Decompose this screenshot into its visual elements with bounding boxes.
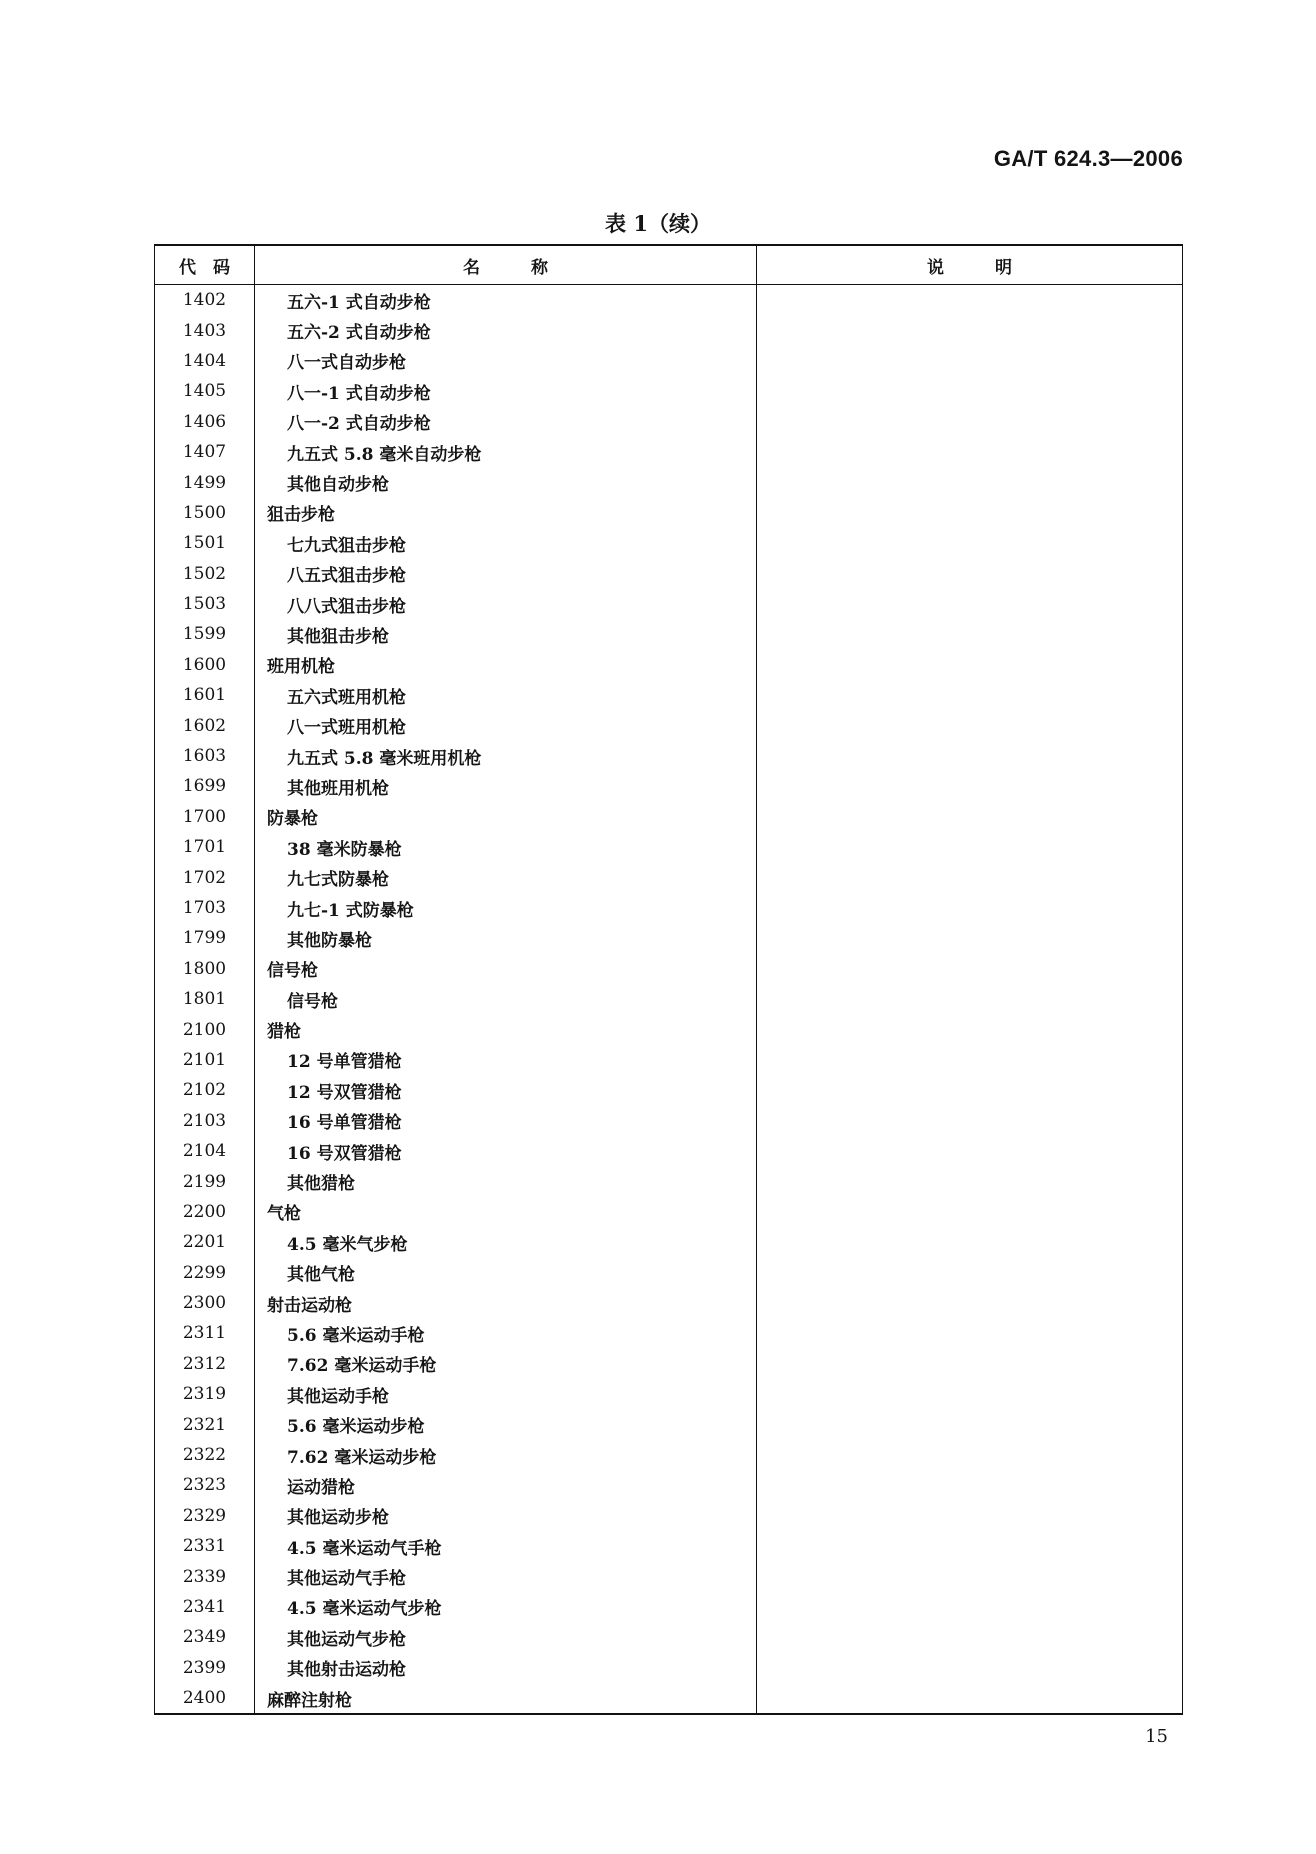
table-row: [155, 741, 1183, 771]
row-name: 12 号双管猎枪: [255, 1075, 757, 1105]
row-note: [757, 346, 1183, 376]
row-code: 1499: [155, 467, 255, 497]
row-name: 狙击步枪: [255, 498, 757, 528]
row-code: 2331: [155, 1531, 255, 1561]
row-name: 运动猎枪: [255, 1470, 757, 1500]
table-row: [155, 923, 1183, 953]
row-note: [757, 376, 1183, 406]
row-note: [757, 1258, 1183, 1288]
row-note: [757, 1531, 1183, 1561]
row-name: 其他狙击步枪: [255, 619, 757, 649]
row-code: 2199: [155, 1166, 255, 1196]
row-name: 八一式自动步枪: [255, 346, 757, 376]
table-row: [155, 1440, 1183, 1470]
row-name: 九五式 5.8 毫米班用机枪: [255, 741, 757, 771]
row-note: [757, 893, 1183, 923]
table-row: [155, 984, 1183, 1014]
row-note: [757, 1197, 1183, 1227]
row-code: 2341: [155, 1592, 255, 1622]
row-name: 其他气枪: [255, 1258, 757, 1288]
row-name: 八一-1 式自动步枪: [255, 376, 757, 406]
row-name: 12 号单管猎枪: [255, 1045, 757, 1075]
table-row: [155, 680, 1183, 710]
row-code: 1701: [155, 832, 255, 862]
row-name: 九五式 5.8 毫米自动步枪: [255, 437, 757, 467]
table-header-row: [155, 245, 1183, 285]
row-name: 信号枪: [255, 954, 757, 984]
row-note: [757, 741, 1183, 771]
row-note: [757, 650, 1183, 680]
row-note: [757, 862, 1183, 892]
table-row: [155, 1106, 1183, 1136]
table-row: [155, 1258, 1183, 1288]
row-name: 防暴枪: [255, 802, 757, 832]
row-name: 16 号单管猎枪: [255, 1106, 757, 1136]
row-note: [757, 285, 1183, 316]
row-note: [757, 589, 1183, 619]
row-code: 1600: [155, 650, 255, 680]
row-note: [757, 923, 1183, 953]
table-row: [155, 832, 1183, 862]
row-name: 38 毫米防暴枪: [255, 832, 757, 862]
table-row: [155, 1166, 1183, 1196]
row-name: 班用机枪: [255, 650, 757, 680]
table-row: [155, 650, 1183, 680]
row-note: [757, 1045, 1183, 1075]
table-row: [155, 1379, 1183, 1409]
row-name: 其他防暴枪: [255, 923, 757, 953]
row-name: 4.5 毫米运动气手枪: [255, 1531, 757, 1561]
row-name: 其他运动气步枪: [255, 1622, 757, 1652]
row-code: 1801: [155, 984, 255, 1014]
row-note: [757, 1561, 1183, 1591]
row-note: [757, 1106, 1183, 1136]
row-note: [757, 315, 1183, 345]
row-note: [757, 1501, 1183, 1531]
row-code: 1699: [155, 771, 255, 801]
row-note: [757, 680, 1183, 710]
row-name: 气枪: [255, 1197, 757, 1227]
row-name: 5.6 毫米运动步枪: [255, 1409, 757, 1439]
row-code: 2321: [155, 1409, 255, 1439]
row-code: 2101: [155, 1045, 255, 1075]
row-name: 7.62 毫米运动步枪: [255, 1440, 757, 1470]
table-row: [155, 437, 1183, 467]
table-row: [155, 862, 1183, 892]
row-note: [757, 619, 1183, 649]
row-note: [757, 1653, 1183, 1683]
row-code: 1407: [155, 437, 255, 467]
table-row: [155, 954, 1183, 984]
row-code: 2400: [155, 1683, 255, 1714]
table-row: [155, 559, 1183, 589]
row-name: 八八式狙击步枪: [255, 589, 757, 619]
standard-number: GA/T 624.3—2006: [993, 146, 1183, 171]
row-code: 1799: [155, 923, 255, 953]
row-note: [757, 954, 1183, 984]
row-note: [757, 1349, 1183, 1379]
row-name: 九七-1 式防暴枪: [255, 893, 757, 923]
row-name: 五六-1 式自动步枪: [255, 285, 757, 316]
table-row: [155, 528, 1183, 558]
row-note: [757, 1075, 1183, 1105]
row-note: [757, 437, 1183, 467]
row-note: [757, 710, 1183, 740]
row-code: 1603: [155, 741, 255, 771]
row-note: [757, 1227, 1183, 1257]
row-code: 1404: [155, 346, 255, 376]
table-row: [155, 376, 1183, 406]
row-name: 其他班用机枪: [255, 771, 757, 801]
row-code: 2100: [155, 1014, 255, 1044]
table-row: [155, 1592, 1183, 1622]
table-row: [155, 467, 1183, 497]
row-name: 其他猎枪: [255, 1166, 757, 1196]
row-note: [757, 498, 1183, 528]
table-row: [155, 1045, 1183, 1075]
row-code: 2104: [155, 1136, 255, 1166]
row-note: [757, 559, 1183, 589]
row-name: 信号枪: [255, 984, 757, 1014]
page-number: 15: [1145, 1726, 1168, 1747]
row-code: 1703: [155, 893, 255, 923]
row-name: 4.5 毫米气步枪: [255, 1227, 757, 1257]
table-row: [155, 893, 1183, 923]
table-row: [155, 1136, 1183, 1166]
table-row: [155, 1318, 1183, 1348]
row-code: 2300: [155, 1288, 255, 1318]
row-note: [757, 802, 1183, 832]
row-note: [757, 1379, 1183, 1409]
row-note: [757, 1440, 1183, 1470]
row-note: [757, 1288, 1183, 1318]
table-row: [155, 771, 1183, 801]
row-note: [757, 407, 1183, 437]
row-code: 1402: [155, 285, 255, 316]
table-body: [155, 285, 1183, 1715]
row-name: 猎枪: [255, 1014, 757, 1044]
row-name: 五六-2 式自动步枪: [255, 315, 757, 345]
row-code: 2312: [155, 1349, 255, 1379]
row-name: 八一式班用机枪: [255, 710, 757, 740]
table-row: [155, 1075, 1183, 1105]
table-row: [155, 802, 1183, 832]
row-note: [757, 1318, 1183, 1348]
code-table: [154, 244, 1183, 1715]
row-name: 其他运动手枪: [255, 1379, 757, 1409]
row-code: 2329: [155, 1501, 255, 1531]
row-name: 其他自动步枪: [255, 467, 757, 497]
row-note: [757, 1409, 1183, 1439]
row-code: 1599: [155, 619, 255, 649]
row-note: [757, 528, 1183, 558]
row-name: 七九式狙击步枪: [255, 528, 757, 558]
row-note: [757, 1014, 1183, 1044]
row-code: 2311: [155, 1318, 255, 1348]
row-name: 4.5 毫米运动气步枪: [255, 1592, 757, 1622]
table-row: [155, 315, 1183, 345]
table-row: [155, 407, 1183, 437]
row-code: 1700: [155, 802, 255, 832]
table-row: [155, 1561, 1183, 1591]
row-name: 五六式班用机枪: [255, 680, 757, 710]
table-row: [155, 1531, 1183, 1561]
row-note: [757, 1683, 1183, 1714]
row-code: 1500: [155, 498, 255, 528]
row-code: 1702: [155, 862, 255, 892]
table-row: [155, 1227, 1183, 1257]
row-name: 八五式狙击步枪: [255, 559, 757, 589]
row-note: [757, 984, 1183, 1014]
row-note: [757, 1622, 1183, 1652]
row-name: 其他运动气手枪: [255, 1561, 757, 1591]
row-code: 2200: [155, 1197, 255, 1227]
row-note: [757, 1136, 1183, 1166]
row-name: 射击运动枪: [255, 1288, 757, 1318]
table-row: [155, 1653, 1183, 1683]
table-row: [155, 1501, 1183, 1531]
row-code: 1602: [155, 710, 255, 740]
row-name: 麻醉注射枪: [255, 1683, 757, 1714]
row-code: 2201: [155, 1227, 255, 1257]
row-code: 1503: [155, 589, 255, 619]
table-row: [155, 1197, 1183, 1227]
row-name: 八一-2 式自动步枪: [255, 407, 757, 437]
table-row: [155, 710, 1183, 740]
row-code: 1601: [155, 680, 255, 710]
row-name: 其他射击运动枪: [255, 1653, 757, 1683]
row-code: 2339: [155, 1561, 255, 1591]
column-header-note: 说 明: [757, 245, 1183, 285]
table-row: [155, 619, 1183, 649]
row-code: 2349: [155, 1622, 255, 1652]
row-name: 其他运动步枪: [255, 1501, 757, 1531]
table-row: [155, 1288, 1183, 1318]
table-row: [155, 285, 1183, 316]
row-code: 1406: [155, 407, 255, 437]
table-row: [155, 1014, 1183, 1044]
table-row: [155, 589, 1183, 619]
row-note: [757, 832, 1183, 862]
row-code: 1403: [155, 315, 255, 345]
table-row: [155, 1622, 1183, 1652]
row-code: 2323: [155, 1470, 255, 1500]
table-row: [155, 1349, 1183, 1379]
table-caption: 表 1（续）: [605, 211, 711, 236]
row-name: 16 号双管猎枪: [255, 1136, 757, 1166]
row-code: 1405: [155, 376, 255, 406]
table-row: [155, 1683, 1183, 1714]
row-code: 2322: [155, 1440, 255, 1470]
table-row: [155, 1409, 1183, 1439]
row-name: 5.6 毫米运动手枪: [255, 1318, 757, 1348]
table-row: [155, 1470, 1183, 1500]
row-name: 7.62 毫米运动手枪: [255, 1349, 757, 1379]
table-row: [155, 498, 1183, 528]
row-code: 2299: [155, 1258, 255, 1288]
row-code: 2319: [155, 1379, 255, 1409]
row-name: 九七式防暴枪: [255, 862, 757, 892]
row-note: [757, 1470, 1183, 1500]
row-note: [757, 771, 1183, 801]
column-header-name: 名 称: [255, 245, 757, 285]
row-note: [757, 1166, 1183, 1196]
row-code: 1501: [155, 528, 255, 558]
row-code: 2103: [155, 1106, 255, 1136]
column-header-code: 代 码: [155, 245, 255, 285]
row-note: [757, 1592, 1183, 1622]
row-code: 1502: [155, 559, 255, 589]
row-code: 1800: [155, 954, 255, 984]
row-note: [757, 467, 1183, 497]
row-code: 2399: [155, 1653, 255, 1683]
row-code: 2102: [155, 1075, 255, 1105]
table-row: [155, 346, 1183, 376]
